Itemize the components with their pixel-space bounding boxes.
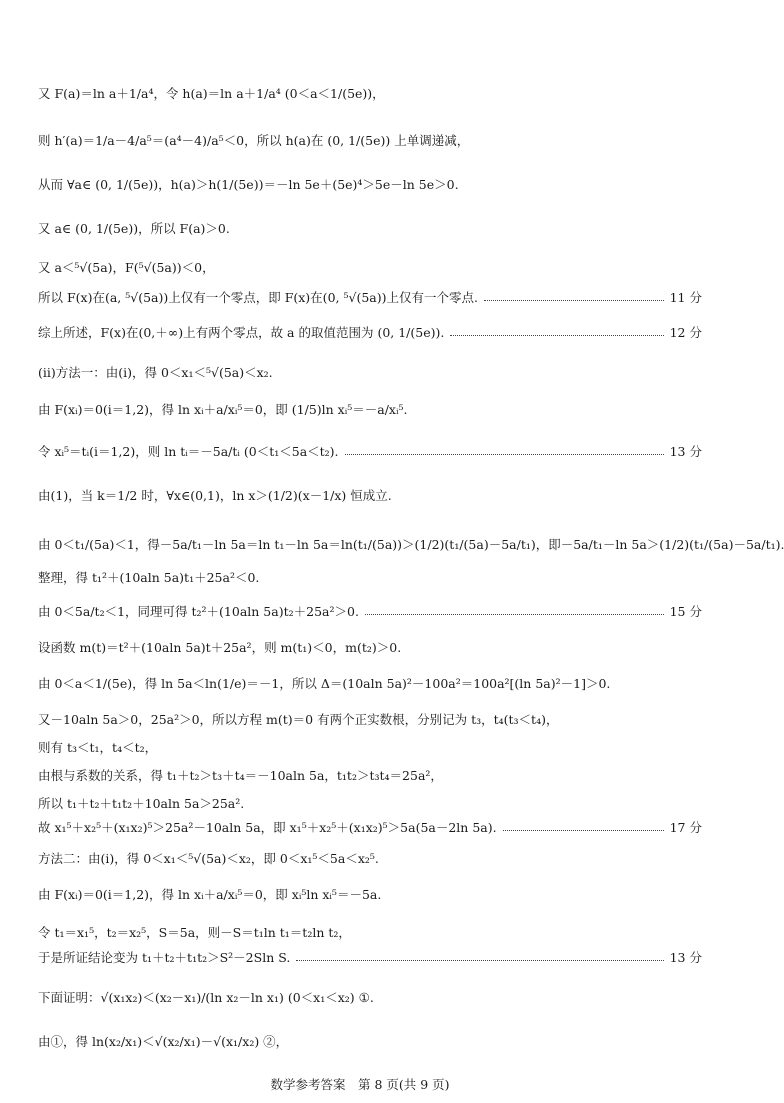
dot-leader (365, 614, 664, 615)
text-line (38, 325, 702, 341)
dot-leader (484, 300, 664, 301)
text-line (38, 925, 702, 941)
line-text: 整理，得 t₁²＋(10aln 5a)t₁＋25a²＜0. (38, 570, 260, 585)
score-mark: 17 分 (669, 820, 702, 835)
line-text: 又－10aln 5a＞0，25a²＞0，所以方程 m(t)＝0 有两个正实数根，分别记为 t₃，t₄(t₃＜t₄)， (38, 712, 559, 727)
line-text: 又 F(a)＝ln a＋1/a⁴，令 h(a)＝ln a＋1/a⁴ (0＜a＜1/(5e))， (38, 86, 385, 101)
score-mark: 15 分 (669, 604, 702, 619)
text-line (38, 221, 702, 237)
line-text: 由(1)，当 k＝1/2 时，∀x∈(0,1)，ln x＞(1/2)(x－1/x) 恒成立. (38, 488, 392, 503)
text-line (38, 570, 702, 586)
text-line (38, 402, 702, 418)
score-mark: 13 分 (669, 950, 702, 965)
text-line (38, 444, 702, 460)
line-text: 于是所证结论变为 t₁＋t₂＋t₁t₂＞S²－2Sln S. (38, 950, 291, 965)
text-line (38, 851, 702, 867)
text-line (38, 768, 702, 784)
line-text: 则 h′(a)＝1/a－4/a⁵＝(a⁴－4)/a⁵＜0，所以 h(a)在 (0, 1/(5e)) 上单调递减， (38, 133, 470, 148)
text-line (38, 537, 784, 553)
text-line (38, 796, 702, 812)
text-line (38, 177, 702, 193)
line-text: 又 a＜⁵√(5a)，F(⁵√(5a))＜0， (38, 260, 215, 275)
text-line (38, 712, 702, 728)
text-line (38, 640, 702, 656)
line-text: 由 0＜t₁/(5a)＜1，得－5a/t₁－ln 5a＝ln t₁－ln 5a＝ln(t₁/(5a))＞(1/2)(t₁/(5a)－5a/t₁)，即－5a/t₁－ln 5a＞(1/2)(t₁/(5a)－5a/t₁). (38, 537, 784, 552)
line-text: 所以 t₁＋t₂＋t₁t₂＋10aln 5a＞25a². (38, 796, 245, 811)
line-text: 综上所述，F(x)在(0,＋∞)上有两个零点，故 a 的取值范围为 (0, 1/(5e)). (38, 325, 445, 340)
line-text: 故 x₁⁵＋x₂⁵＋(x₁x₂)⁵＞25a²－10aln 5a，即 x₁⁵＋x₂⁵＋(x₁x₂)⁵＞5a(5a－2ln 5a). (38, 820, 497, 835)
text-line (38, 86, 702, 102)
line-text: 由 0＜5a/t₂＜1，同理可得 t₂²＋(10aln 5a)t₂＋25a²＞0. (38, 604, 359, 619)
text-line (38, 260, 702, 276)
line-text: 又 a∈ (0, 1/(5e))，所以 F(a)＞0. (38, 221, 230, 236)
line-text: 下面证明：√(x₁x₂)＜(x₂－x₁)/(ln x₂－ln x₁) (0＜x₁＜x₂) ①. (38, 990, 374, 1005)
text-line (38, 820, 702, 836)
text-line (38, 676, 702, 692)
text-line (38, 290, 702, 306)
line-text: 方法二：由(i)，得 0＜x₁＜⁵√(5a)＜x₂，即 0＜x₁⁵＜5a＜x₂⁵. (38, 851, 379, 866)
dot-leader (450, 335, 663, 336)
text-line (38, 887, 702, 903)
text-line (38, 990, 702, 1006)
line-text: 令 xᵢ⁵＝tᵢ(i＝1,2)，则 ln tᵢ＝－5a/tᵢ (0＜t₁＜5a＜t₂). (38, 444, 339, 459)
text-line (38, 365, 702, 381)
line-text: 由 0＜a＜1/(5e)，得 ln 5a＜ln(1/e)＝－1，所以 Δ＝(10aln 5a)²－100a²＝100a²[(ln 5a)²－1]＞0. (38, 676, 611, 691)
score-mark: 13 分 (669, 444, 702, 459)
score-mark: 11 分 (669, 290, 702, 305)
line-text: 由根与系数的关系，得 t₁＋t₂＞t₃＋t₄＝－10aln 5a，t₁t₂＞t₃t₄＝25a²， (38, 768, 443, 783)
text-line (38, 604, 702, 620)
dot-leader (345, 454, 664, 455)
line-text: (ii)方法一：由(i)，得 0＜x₁＜⁵√(5a)＜x₂. (38, 365, 273, 380)
score-mark: 12 分 (669, 325, 702, 340)
line-text: 则有 t₃＜t₁，t₄＜t₂， (38, 740, 158, 755)
line-text: 由 F(xᵢ)＝0(i＝1,2)，得 ln xᵢ＋a/xᵢ⁵＝0，即 (1/5)ln xᵢ⁵＝－a/xᵢ⁵. (38, 402, 408, 417)
dot-leader (296, 960, 663, 961)
text-line (38, 488, 702, 504)
line-text: 由①，得 ln(x₂/x₁)＜√(x₂/x₁)－√(x₁/x₂) ②， (38, 1034, 289, 1049)
dot-leader (503, 830, 664, 831)
line-text: 所以 F(x)在(a, ⁵√(5a))上仅有一个零点，即 F(x)在(0, ⁵√(5a))上仅有一个零点. (38, 290, 478, 305)
text-line (38, 950, 702, 966)
text-line (38, 133, 702, 149)
line-text: 从而 ∀a∈ (0, 1/(5e))，h(a)＞h(1/(5e))＝－ln 5e＋(5e)⁴＞5e－ln 5e＞0. (38, 177, 459, 192)
text-line (38, 1034, 702, 1050)
page-footer: 数学参考答案 第 8 页(共 9 页) (270, 1077, 450, 1092)
line-text: 设函数 m(t)＝t²＋(10aln 5a)t＋25a²，则 m(t₁)＜0，m(t₂)＞0. (38, 640, 402, 655)
text-line (38, 740, 702, 756)
line-text: 由 F(xᵢ)＝0(i＝1,2)，得 ln xᵢ＋a/xᵢ⁵＝0，即 xᵢ⁵ln xᵢ⁵＝－5a. (38, 887, 382, 902)
line-text: 令 t₁＝x₁⁵，t₂＝x₂⁵，S＝5a，则－S＝t₁ln t₁＝t₂ln t₂， (38, 925, 351, 940)
